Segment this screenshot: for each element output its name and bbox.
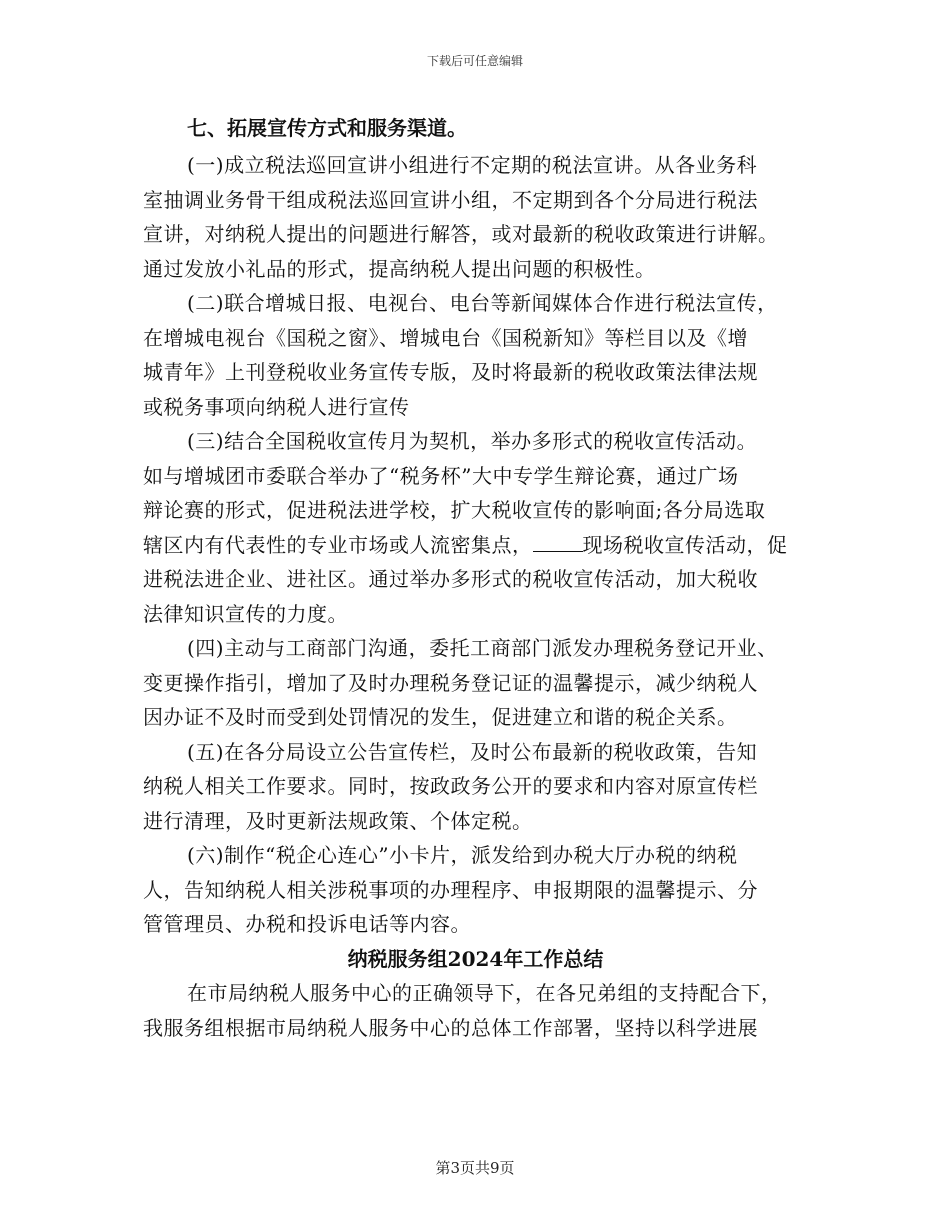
paragraph-line: (五)在各分局设立公告宣传栏，及时公布最新的税收政策，告知 [187,739,758,764]
paragraph-line: (四)主动与工商部门沟通，委托工商部门派发办理税务登记开业、 [187,636,778,660]
paragraph-line: 辩论赛的形式，促进税法进学校，扩大税收宣传的影响面;各分局选取 [143,498,766,522]
paragraph-line: 室抽调业务骨干组成税法巡回宣讲小组，不定期到各个分局进行税法 [143,187,758,212]
page-footer: 第3页共9页 [435,1159,515,1177]
paragraph-line: 如与增城团市委联合举办了“税务杯”大中专学生辩论赛，通过广场 [143,463,739,488]
paragraph-line: 进税法进企业、进社区。通过举办多形式的税收宣传活动，加大税收 [143,567,758,591]
paragraph-line: (三)结合全国税收宣传月为契机，举办多形式的税收宣传活动。 [187,429,758,453]
document-title: 纳税服务组2024年工作总结 [347,946,604,971]
section-heading: 七、拓展宣传方式和服务渠道。 [187,116,467,140]
paragraph-line-with-blank [143,528,808,563]
page-header: 下载后可任意编辑 [426,54,523,68]
line-segment: 现场税收宣传活动，促 [582,532,788,557]
line-segment: 辖区内有代表性的专业市场或人流密集点， [143,532,533,557]
paragraph-line: 在市局纳税人服务中心的正确领导下，在各兄弟组的支持配合下， [187,981,782,1005]
paragraph-line: 人，告知纳税人相关涉税事项的办理程序、申报期限的温馨提示、分 [143,877,758,902]
paragraph-line: 宣讲，对纳税人提出的问题进行解答，或对最新的税收政策进行讲解。 [143,222,779,246]
paragraph-line: 纳税人相关工作要求。同时，按政政务公开的要求和内容对原宣传栏 [143,774,758,798]
paragraph-line: (一)成立税法巡回宣讲小组进行不定期的税法宣讲。从各业务科 [187,153,758,177]
paragraph-line: 变更操作指引，增加了及时办理税务登记证的温馨提示，减少纳税人 [143,670,758,695]
document-body [143,108,808,1045]
paragraph-line: 在增城电视台《国税之窗》、增城电台《国税新知》等栏目以及《增 [143,325,748,350]
paragraph-line: 城青年》上刊登税收业务宣传专版，及时将最新的税收政策法律法规 [143,360,758,384]
paragraph-line: (六)制作“税企心连心”小卡片，派发给到办税大厅办税的纳税 [187,843,738,867]
paragraph-line: 管管理员、办税和投诉电话等内容。 [143,912,471,936]
paragraph-line: 因办证不及时而受到处罚情况的发生，促进建立和谐的税企关系。 [143,705,738,729]
paragraph-line: 我服务组根据市局纳税人服务中心的总体工作部署，坚持以科学进展 [143,1015,758,1040]
paragraph-line: 法律知识宣传的力度。 [143,601,348,626]
paragraph-line: (二)联合增城日报、电视台、电台等新闻媒体合作进行税法宣传， [187,291,778,315]
paragraph-line: 或税务事项向纳税人进行宣传 [143,394,410,419]
fill-in-blank [533,533,583,552]
paragraph-line: 进行清理，及时更新法规政策、个体定税。 [143,808,533,833]
paragraph-line: 通过发放小礼品的形式，提高纳税人提出问题的积极性。 [143,256,656,281]
